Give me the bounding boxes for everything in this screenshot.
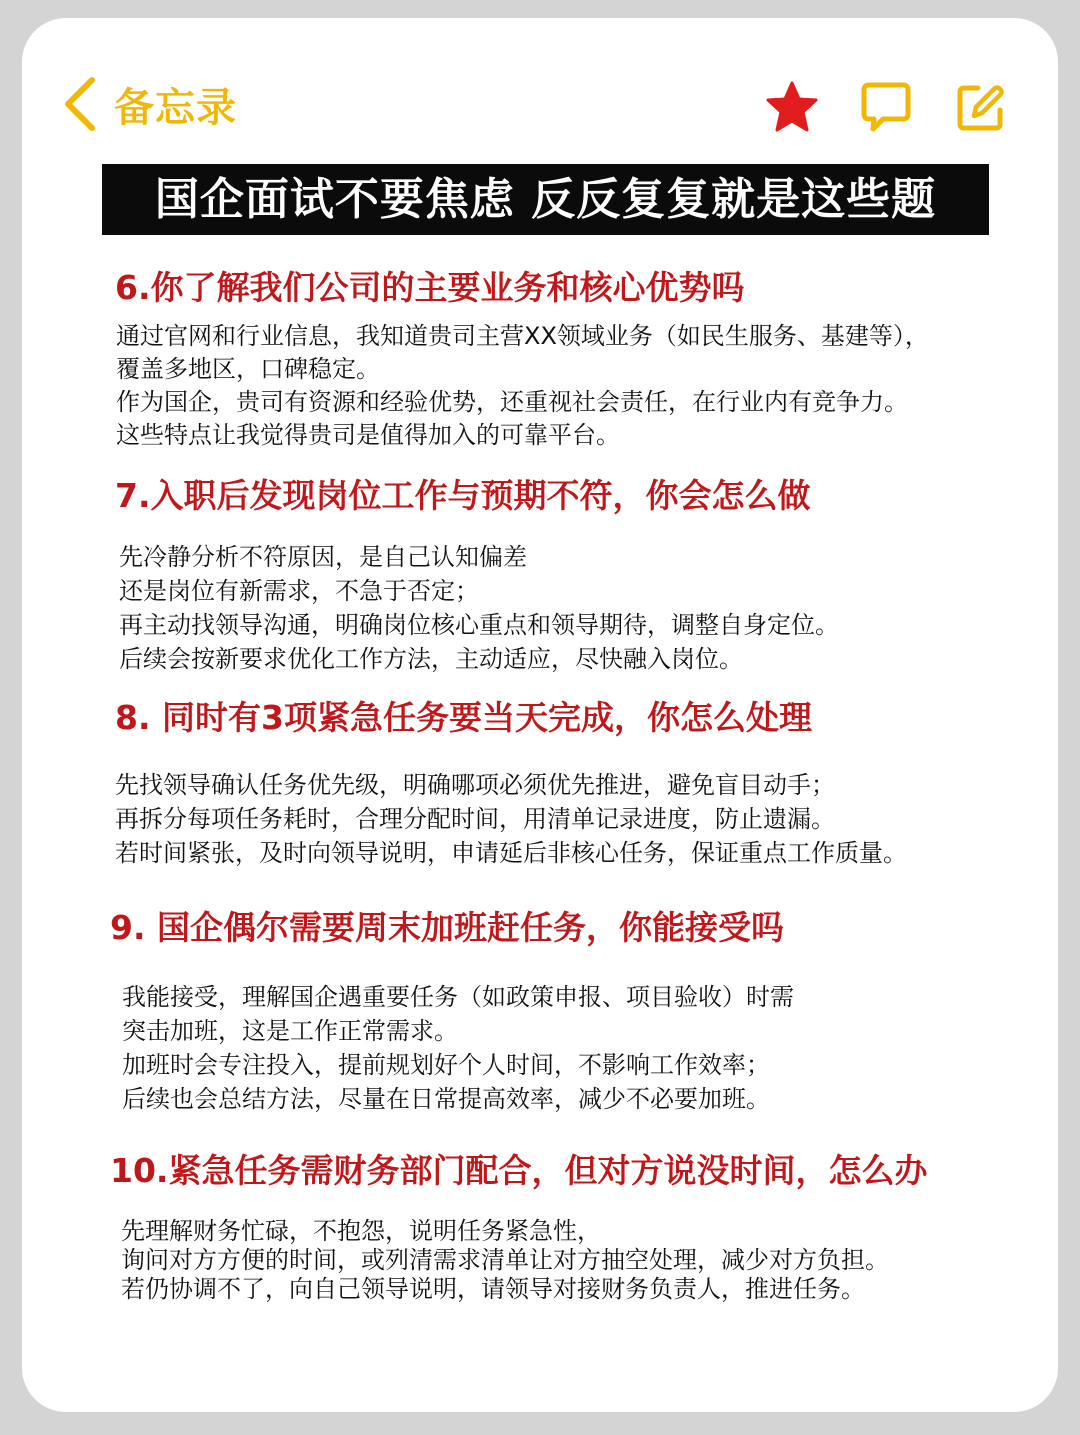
answer-line: 加班时会专注投入，提前规划好个人时间，不影响工作效率； — [122, 1051, 770, 1079]
back-button[interactable] — [62, 72, 237, 136]
answer-line: 通过官网和行业信息，我知道贵司主营XX领域业务（如民生服务、基建等）， — [116, 322, 929, 350]
answer-line: 后续会按新要求优化工作方法，主动适应，尽快融入岗位。 — [119, 645, 743, 673]
answer-line: 若时间紧张，及时向领导说明，申请延后非核心任务，保证重点工作质量。 — [115, 839, 907, 867]
nav-bar — [22, 18, 1058, 168]
chevron-left-icon — [62, 76, 98, 132]
answer-line: 还是岗位有新需求，不急于否定； — [119, 577, 479, 605]
memo-card — [22, 18, 1058, 1412]
answer-line: 覆盖多地区，口碑稳定。 — [116, 355, 380, 383]
title-banner: 国企面试不要焦虑 反反复复就是这些题 — [102, 164, 989, 235]
comment-icon — [859, 80, 913, 134]
answer-text — [122, 980, 794, 1116]
answer-line: 询问对方方便的时间，或列清需求清单让对方抽空处理，减少对方负担。 — [121, 1246, 889, 1274]
answer-line: 先理解财务忙碌，不抱怨，说明任务紧急性， — [121, 1217, 601, 1245]
question-heading: 9. 国企偶尔需要周末加班赶任务，你能接受吗 — [110, 908, 784, 947]
question-heading: 6.你了解我们公司的主要业务和核心优势吗 — [115, 268, 745, 307]
answer-line: 我能接受，理解国企遇重要任务（如政策申报、项目验收）时需 — [122, 983, 794, 1011]
answer-line: 先找领导确认任务优先级，明确哪项必须优先推进，避免盲目动手； — [115, 771, 835, 799]
edit-button[interactable] — [954, 80, 1008, 134]
question-heading: 10.紧急任务需财务部门配合，但对方说没时间，怎么办 — [110, 1151, 928, 1190]
answer-line: 先冷静分析不符原因，是自己认知偏差 — [119, 543, 527, 571]
answer-line: 作为国企，贵司有资源和经验优势，还重视社会责任，在行业内有竞争力。 — [116, 388, 908, 416]
answer-text — [121, 1217, 889, 1304]
answer-line: 这些特点让我觉得贵司是值得加入的可靠平台。 — [116, 421, 620, 449]
answer-line: 突击加班，这是工作正常需求。 — [122, 1017, 458, 1045]
question-heading: 8. 同时有3项紧急任务要当天完成，你怎么处理 — [115, 698, 812, 737]
star-button[interactable] — [764, 80, 818, 134]
answer-line: 再拆分每项任务耗时，合理分配时间，用清单记录进度，防止遗漏。 — [115, 805, 835, 833]
answer-line: 若仍协调不了，向自己领导说明，请领导对接财务负责人，推进任务。 — [121, 1275, 865, 1303]
back-label: 备忘录 — [114, 84, 237, 131]
edit-icon — [954, 80, 1008, 134]
answer-text — [115, 768, 907, 870]
answer-line: 再主动找领导沟通，明确岗位核心重点和领导期待，调整自身定位。 — [119, 611, 839, 639]
answer-text — [116, 320, 929, 452]
comment-button[interactable] — [859, 80, 913, 134]
answer-line: 后续也会总结方法，尽量在日常提高效率，减少不必要加班。 — [122, 1085, 770, 1113]
question-heading: 7.入职后发现岗位工作与预期不符，你会怎么做 — [115, 476, 811, 515]
star-icon — [764, 80, 818, 134]
answer-text — [119, 540, 839, 676]
